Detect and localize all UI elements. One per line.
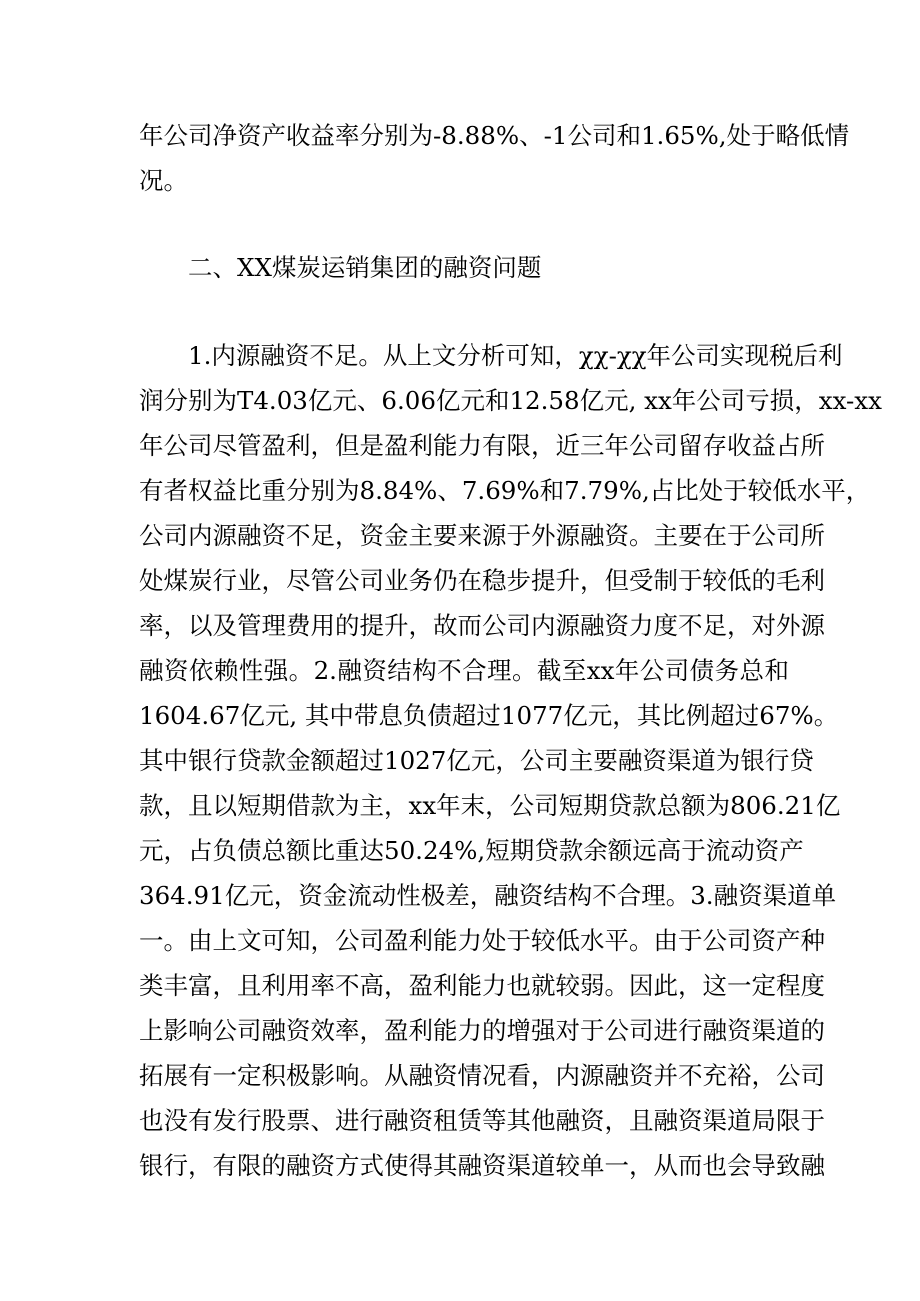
body-line-7: 率，以及管理费用的提升，故而公司内源融资力度不足，对外源 [139,611,825,640]
body-line-8: 融资依赖性强。2.融资结构不合理。截至xx年公司债务总和 [139,656,789,685]
body-line-12: 元，占负债总额比重达50.24%,短期贷款余额远高于流动资产 [139,836,804,865]
section-heading: 二、XX煤炭运销集团的融资问题 [188,253,542,282]
body-line-9: 1604.67亿元, 其中带息负债超过1077亿元，其比例超过67%。 [139,701,839,730]
body-line-5: 公司内源融资不足，资金主要来源于外源融资。主要在于公司所 [139,521,825,550]
body-line-2: 润分别为T4.03亿元、6.06亿元和12.58亿元, xx年公司亏损，xx-xx [139,386,882,415]
body-line-18: 也没有发行股票、进行融资租赁等其他融资，且融资渠道局限于 [139,1106,825,1135]
body-line-11: 款，且以短期借款为主，xx年末，公司短期贷款总额为806.21亿 [139,791,841,820]
intro-line-2: 况。 [139,166,188,195]
body-line-17: 拓展有一定积极影响。从融资情况看，内源融资并不充裕，公司 [139,1061,825,1090]
body-line-13: 364.91亿元，资金流动性极差，融资结构不合理。3.融资渠道单 [139,881,837,910]
body-line-19: 银行，有限的融资方式使得其融资渠道较单一，从而也会导致融 [139,1151,825,1180]
body-line-6: 处煤炭行业，尽管公司业务仍在稳步提升，但受制于较低的毛利 [139,566,825,595]
body-line-3: 年公司尽管盈利，但是盈利能力有限，近三年公司留存收益占所 [139,431,825,460]
body-line-4: 有者权益比重分别为8.84%、7.69%和7.79%,占比处于较低水平， [139,476,871,505]
intro-line-1: 年公司净资产收益率分别为-8.88%、-1公司和1.65%,处于略低情 [139,121,850,150]
body-line-16: 上影响公司融资效率，盈利能力的增强对于公司进行融资渠道的 [139,1016,825,1045]
body-line-15: 类丰富，且利用率不高，盈利能力也就较弱。因此，这一定程度 [139,971,825,1000]
body-line-10: 其中银行贷款金额超过1027亿元，公司主要融资渠道为银行贷 [139,746,814,775]
body-line-1: 1.内源融资不足。从上文分析可知，χχ-χχ年公司实现税后利 [139,341,843,370]
body-line-14: 一。由上文可知，公司盈利能力处于较低水平。由于公司资产种 [139,926,825,955]
